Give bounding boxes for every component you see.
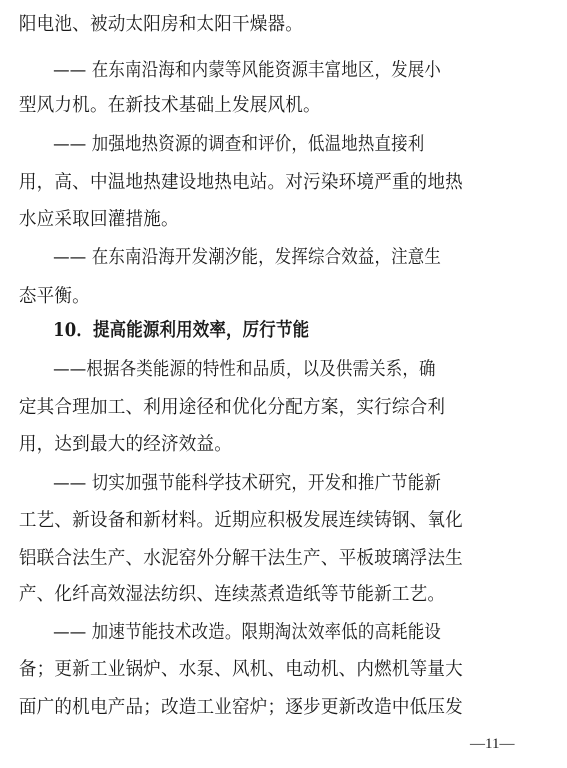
text-line-3: 型风力机。在新技术基础上发展风机。 — [18, 95, 321, 116]
section-heading: 10．提高能源利用效率，厉行节能 — [53, 320, 310, 341]
text-line-18: 备；更新工业锅炉、水泵、风机、电动机、内燃机等量大 — [18, 659, 463, 680]
text-line-19: 面广的机电产品；改造工业窑炉；逐步更新改造中低压发 — [18, 697, 463, 718]
text-line-6: 水应采取回灌措施。 — [18, 209, 179, 230]
text-line-13: —— 切实加强节能科学技术研究，开发和推广节能新 — [53, 473, 442, 494]
text-line-10: ——根据各类能源的特性和品质，以及供需关系，确 — [53, 359, 436, 380]
text-line-2: —— 在东南沿海和内蒙等风能资源丰富地区，发展小 — [53, 60, 442, 81]
text-line-8: 态平衡。 — [18, 286, 90, 307]
text-line-12: 用，达到最大的经济效益。 — [18, 434, 233, 455]
text-line-15: 铝联合法生产、水泥窑外分解干法生产、平板玻璃浮法生 — [18, 548, 463, 569]
text-line-14: 工艺、新设备和新材料。近期应积极发展连续铸钢、氧化 — [18, 510, 463, 531]
text-line-5: 用，高、中温地热建设地热电站。对污染环境严重的地热 — [18, 172, 463, 193]
text-line-7: —— 在东南沿海开发潮汐能，发挥综合效益，注意生 — [53, 247, 442, 268]
text-line-4: —— 加强地热资源的调查和评价，低温地热直接利 — [53, 134, 425, 155]
text-line-11: 定其合理加工、利用途径和优化分配方案，实行综合利 — [18, 397, 446, 418]
page-number: —11— — [470, 736, 515, 752]
text-line-17: —— 加速节能技术改造。限期淘汰效率低的高耗能设 — [53, 622, 442, 643]
text-line-1: 阳电池、被动太阳房和太阳干燥器。 — [18, 14, 304, 35]
text-line-16: 产、化纤高效湿法纺织、连续蒸煮造纸等节能新工艺。 — [18, 584, 446, 605]
